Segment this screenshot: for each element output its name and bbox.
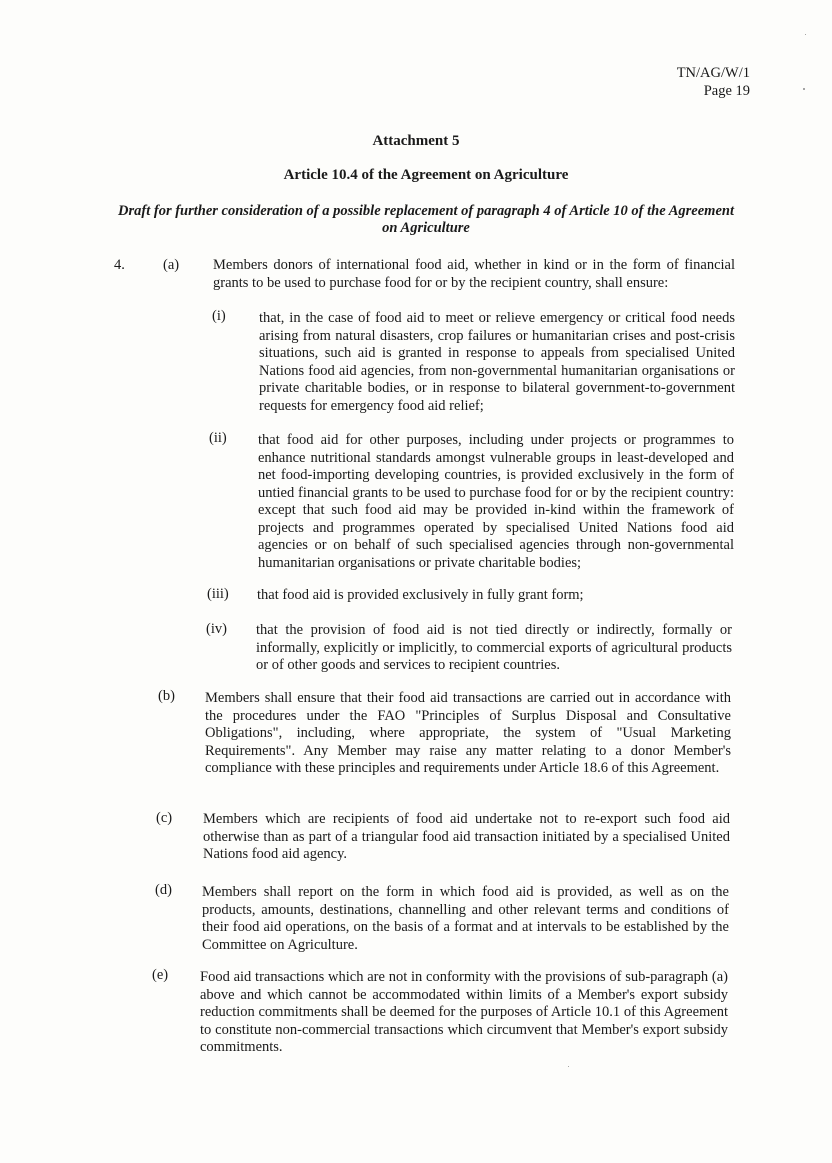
- document-symbol: TN/AG/W/1: [676, 65, 750, 81]
- item-c-text: Members which are recipients of food aid undertake not to re-export such food aid otherwise than as part of a triangular food aid transaction initiated by a specialised United Nations food aid agency.: [203, 811, 730, 862]
- subitem-iv-text: that the provision of food aid is not tied directly or indirectly, formally or informally, explicitly or implicitly, to commercial exports of agricultural products or of other goods and services to recipient countries.: [256, 622, 732, 673]
- attachment-title: Attachment 5: [372, 133, 460, 149]
- subitem-iii-text: that food aid is provided exclusively in fully grant form;: [257, 587, 584, 603]
- item-b-label: (b): [158, 688, 175, 704]
- subitem-iv-label: (iv): [206, 621, 227, 637]
- item-c-label: (c): [156, 810, 173, 826]
- subitem-iii-label: (iii): [207, 586, 229, 602]
- subitem-ii-label: (ii): [209, 430, 227, 446]
- subitem-i-label: (i): [212, 308, 226, 324]
- item-b-text: Members shall ensure that their food aid transactions are carried out in accordance with the procedures under the FAO "Principles of Surplus Disposal and Consultative Obligations", including, where appropriate, the system of "Usual Marketing Requirements". Any Member may raise any matter relating to a donor Member's compliance with these principles and requirements under Article 18.6 of this Agreement.: [205, 690, 731, 776]
- scan-speck: [805, 34, 806, 35]
- scan-speck: [803, 88, 805, 90]
- subitem-ii-text: that food aid for other purposes, including under projects or programmes to enhance nutritional standards amongst vulnerable groups in least-developed and net food-importing developing countries, is provided exclusively in the form of untied financial grants to be used to purchase food for or by the recipient country: except that such food aid may be provided in-kind within the framework of projects and programmes operated by specialised United Nations food aid agencies or on behalf of such specialised agencies through non-governmental humanitarian organisations or private charitable bodies;: [258, 432, 734, 571]
- article-title: Article 10.4 of the Agreement on Agriculture: [283, 167, 569, 183]
- item-d-label: (d): [155, 882, 172, 898]
- item-a-text: Members donors of international food aid, whether in kind or in the form of financial grants to be used to purchase food for or by the recipient country, shall ensure:: [213, 257, 735, 291]
- page-header: [677, 64, 750, 100]
- scan-speck: [568, 1066, 569, 1067]
- draft-subtitle: Draft for further consideration of a possible replacement of paragraph 4 of Article 10 of the Agreement on Agriculture: [118, 203, 734, 236]
- item-d-text: Members shall report on the form in which food aid is provided, as well as on the products, amounts, destinations, channelling and other relevant terms and conditions of their food aid operations, on the basis of a format and at intervals to be established by the Committee on Agriculture.: [202, 884, 729, 953]
- item-e-text: Food aid transactions which are not in conformity with the provisions of sub-paragraph (a) above and which cannot be accommodated within limits of a Member's export subsidy reduction commitments shall be deemed for the purposes of Article 10.1 of this Agreement to constitute non-commercial transactions which circumvent that Member's export subsidy commitments.: [200, 969, 728, 1055]
- subitem-i-text: that, in the case of food aid to meet or relieve emergency or critical food needs arising from natural disasters, crop failures or humanitarian crises and post-crisis situations, such aid is granted in response to appeals from specialised United Nations food aid agencies, from non-governmental humanitarian organisations or private charitable bodies, or in response to bilateral government-to-government requests for emergency food aid relief;: [259, 310, 735, 414]
- item-e-label: (e): [152, 967, 169, 983]
- page-number: Page 19: [703, 83, 750, 99]
- item-a-label: (a): [163, 257, 180, 273]
- paragraph-number: 4.: [114, 257, 125, 273]
